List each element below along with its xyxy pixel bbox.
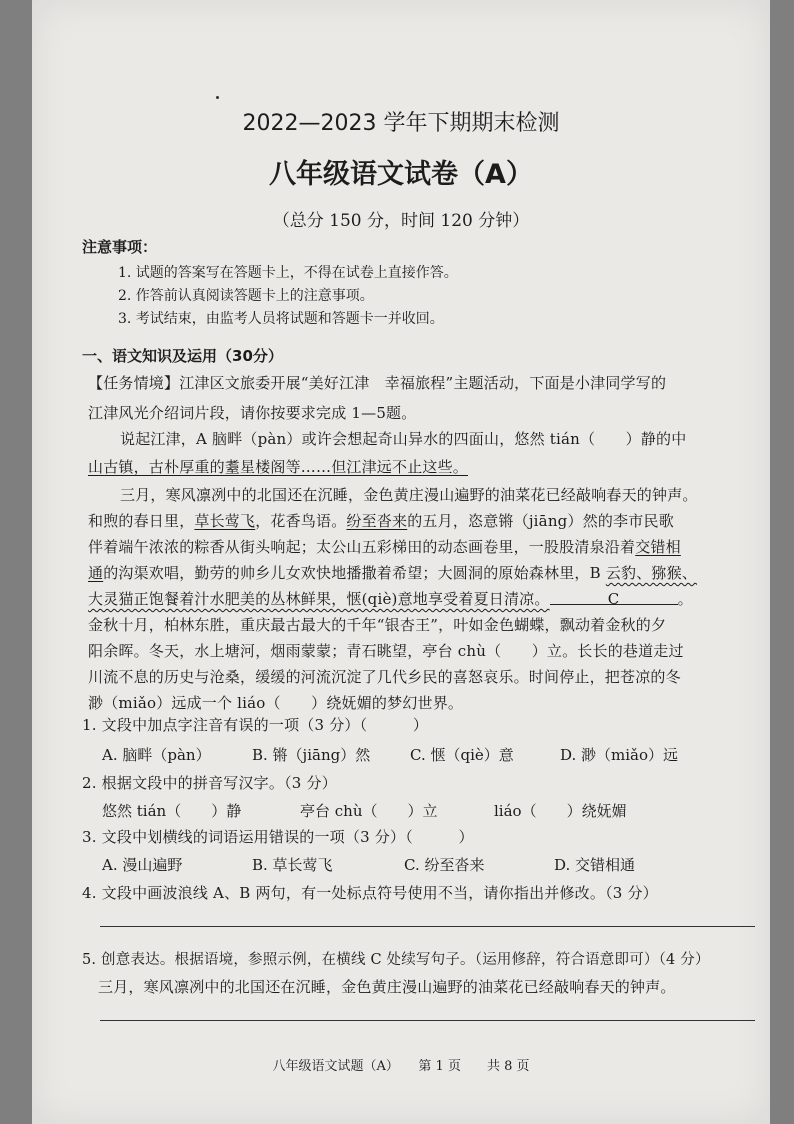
q1-option-a[interactable]: A. 脑畔（pàn） xyxy=(102,746,211,764)
q5-example: 三月，寒风凛冽中的北国还在沉睡，金色黄庄漫山遍野的油菜花已经敲响春天的钟声。 xyxy=(98,978,676,996)
passage-line: 渺（miǎo）远成一个 liáo（ ）绕妩媚的梦幻世界。 xyxy=(88,694,464,712)
wavy-sentence-b: 云豹、猕猴、 xyxy=(605,564,698,582)
ink-dot xyxy=(216,96,219,99)
notice-item: 3. 考试结束，由监考人员将试题和答题卡一并收回。 xyxy=(118,311,444,327)
question-4: 4. 文段中画波浪线 A、B 两句，有一处标点符号使用不当，请你指出并修改。（3 分） xyxy=(82,884,658,902)
passage-text: 和煦的春日里， xyxy=(88,512,195,530)
underlined-phrase: 交错相 xyxy=(635,538,681,556)
passage-line xyxy=(88,562,697,583)
passage-line: 说起江津，A 脑畔（pàn）或许会想起奇山异水的四面山，悠然 tián（ ）静的中 xyxy=(120,430,687,448)
exam-score-time: （总分 150 分，时间 120 分钟） xyxy=(272,211,530,231)
wavy-sentence-b: 大灵猫正饱餐着汁水肥美的丛林鲜果，惬(qiè)意地享受着夏日清凉。 xyxy=(88,590,550,608)
section1-heading: 一、语文知识及运用（30分） xyxy=(82,347,283,365)
q2-item[interactable]: 悠然 tián（ ）静 xyxy=(102,802,242,820)
notice-item: 1. 试题的答案写在答题卡上，不得在试卷上直接作答。 xyxy=(118,265,458,281)
answer-line-q5[interactable] xyxy=(100,1020,755,1021)
passage-line: 川流不息的历史与沧桑，缓缓的河流沉淀了几代乡民的喜怒哀乐。时间停止，把苍凉的冬 xyxy=(88,668,681,686)
question-1: 1. 文段中加点字注音有误的一项（3 分）（ ） xyxy=(82,716,429,734)
passage-text: ，花香鸟语。 xyxy=(255,512,347,530)
underlined-phrase: 通 xyxy=(88,564,104,582)
passage-line: 阳余晖。冬天，水上塘河，烟雨蒙蒙；青石眺望，亭台 chù（ ）立。长长的巷道走过 xyxy=(88,642,684,660)
passage-text: 的沟渠欢唱，勤劳的帅乡儿女欢快地播撒着希望；大圆洞的原始森林里，B xyxy=(103,564,606,582)
answer-line-q4[interactable] xyxy=(100,926,755,927)
q2-item[interactable]: liáo（ ）绕妩媚 xyxy=(494,802,627,820)
q1-option-d[interactable]: D. 渺（miǎo）远 xyxy=(560,746,679,764)
q1-option-c[interactable]: C. 惬（qiè）意 xyxy=(410,746,514,764)
notice-item: 2. 作答前认真阅读答题卡上的注意事项。 xyxy=(118,288,374,304)
passage-line xyxy=(88,510,674,531)
exam-paper-title: 八年级语文试卷（A） xyxy=(269,159,533,190)
underlined-phrase: 草长莺飞 xyxy=(194,512,256,530)
passage-line: 大灵猫正饱餐着汁水肥美的丛林鲜果，惬(qiè)意地享受着夏日清凉。 C 。 xyxy=(88,590,693,608)
q2-item[interactable]: 亭台 chù（ ）立 xyxy=(300,802,438,820)
passage-line: 金秋十月，柏林东胜，重庆最古最大的千年“银杏王”，叶如金色蝴蝶，飘动着金秋的夕 xyxy=(88,616,667,634)
q3-option-c[interactable]: C. 纷至沓来 xyxy=(404,856,485,874)
notice-heading: 注意事项： xyxy=(82,238,158,256)
question-2: 2. 根据文段中的拼音写汉字。（3 分） xyxy=(82,774,337,792)
passage-text: 伴着端午浓浓的粽香从街头响起；太公山五彩梯田的动态画卷里，一股股清泉沿着 xyxy=(88,538,636,556)
passage-line: 山古镇，古朴厚重的耋星楼阁等……但江津远不止这些。 xyxy=(88,458,469,476)
task-line: 【任务情境】江津区文旅委开展“美好江津 幸福旅程”主题活动，下面是小津同学写的 xyxy=(88,374,667,392)
q3-option-b[interactable]: B. 草长莺飞 xyxy=(252,856,333,874)
underlined-phrase: 纷至沓来 xyxy=(346,512,408,530)
blank-c[interactable] xyxy=(550,590,678,608)
passage-line xyxy=(88,536,681,557)
exam-page xyxy=(32,0,770,1124)
question-5: 5. 创意表达。根据语境，参照示例，在横线 C 处续写句子。（运用修辞，符合语意即可）（4 分） xyxy=(82,952,710,968)
exam-term-title: 2022—2023 学年下期期末检测 xyxy=(242,111,560,136)
passage-text: 的五月，恣意锵（jiāng）然的李市民歌 xyxy=(407,512,674,530)
page-footer: 八年级语文试题（A） 第 1 页 共 8 页 xyxy=(272,1059,530,1074)
q1-option-b[interactable]: B. 锵（jiāng）然 xyxy=(252,746,371,764)
task-line: 江津风光介绍词片段，请你按要求完成 1—5题。 xyxy=(88,404,417,422)
blank-c-label: C xyxy=(607,590,620,608)
question-3: 3. 文段中划横线的词语运用错误的一项（3 分）（ ） xyxy=(82,828,474,846)
q3-option-d[interactable]: D. 交错相通 xyxy=(554,856,636,874)
q3-option-a[interactable]: A. 漫山遍野 xyxy=(102,856,183,874)
passage-line: 三月，寒风凛冽中的北国还在沉睡，金色黄庄漫山遍野的油菜花已经敲响春天的钟声。 xyxy=(120,486,698,504)
